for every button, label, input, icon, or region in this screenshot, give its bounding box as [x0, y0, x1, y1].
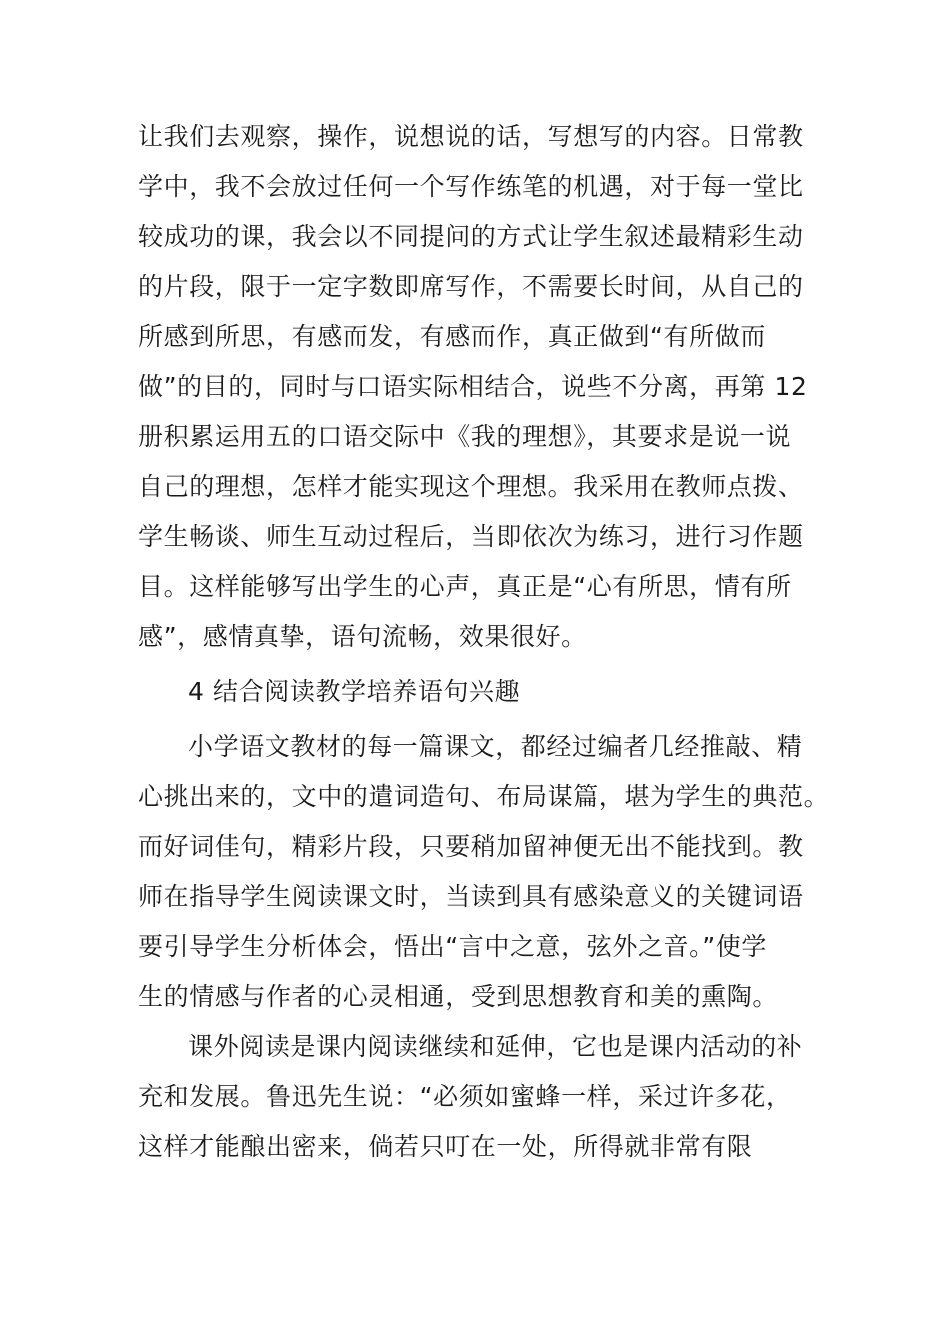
paragraph-line: 学中，我不会放过任何一个写作练笔的机遇，对于每一堂比: [138, 172, 804, 201]
paragraph-line: 心挑出来的，文中的遣词造句、布局谋篇，堪为学生的典范。: [138, 782, 830, 811]
paragraph-line: 让我们去观察，操作，说想说的话，写想写的内容。日常教: [138, 122, 804, 151]
paragraph-line: 自己的理想，怎样才能实现这个理想。我采用在教师点拨、: [138, 472, 804, 501]
paragraph-line: 所感到所思，有感而发，有感而作，真正做到“有所做而: [138, 322, 766, 351]
document-body: [138, 112, 838, 1172]
paragraph-line: 这样才能酿出密来，倘若只叮在一处，所得就非常有限: [138, 1132, 753, 1161]
paragraph-line: 学生畅谈、师生互动过程后，当即依次为练习，进行习作题: [138, 522, 804, 551]
paragraph-line: 课外阅读是课内阅读继续和延伸，它也是课内活动的补: [188, 1032, 803, 1061]
paragraph-line: 充和发展。鲁迅先生说：“必须如蜜蜂一样，采过许多花，: [138, 1082, 792, 1111]
paragraph-line: 而好词佳句，精彩片段，只要稍加留神便无出不能找到。教: [138, 832, 804, 861]
paragraph-3: [138, 1022, 838, 1172]
paragraph-line: 感”，感情真挚，语句流畅，效果很好。: [138, 622, 587, 651]
paragraph-2: [138, 722, 838, 1022]
section-heading: 4 结合阅读教学培养语句兴趣: [188, 677, 521, 706]
paragraph-line: 较成功的课，我会以不同提问的方式让学生叙述最精彩生动: [138, 222, 804, 251]
paragraph-line: 师在指导学生阅读课文时，当读到具有感染意义的关键词语: [138, 882, 804, 911]
paragraph-line: 小学语文教材的每一篇课文，都经过编者几经推敲、精: [188, 732, 803, 761]
paragraph-line: 的片段，限于一定字数即席写作，不需要长时间，从自己的: [138, 272, 804, 301]
paragraph-line: 册积累运用五的口语交际中《我的理想》，其要求是说一说: [138, 422, 792, 451]
paragraph-line: 做”的目的，同时与口语实际相结合，说些不分离，再第 12: [138, 372, 808, 401]
paragraph-line: 目。这样能够写出学生的心声，真正是“心有所思，情有所: [138, 572, 792, 601]
paragraph-1: [138, 112, 838, 662]
paragraph-line: 生的情感与作者的心灵相通，受到思想教育和美的熏陶。: [138, 982, 779, 1011]
paragraph-line: 要引导学生分析体会，悟出“言中之意，弦外之音。”使学: [138, 932, 768, 961]
